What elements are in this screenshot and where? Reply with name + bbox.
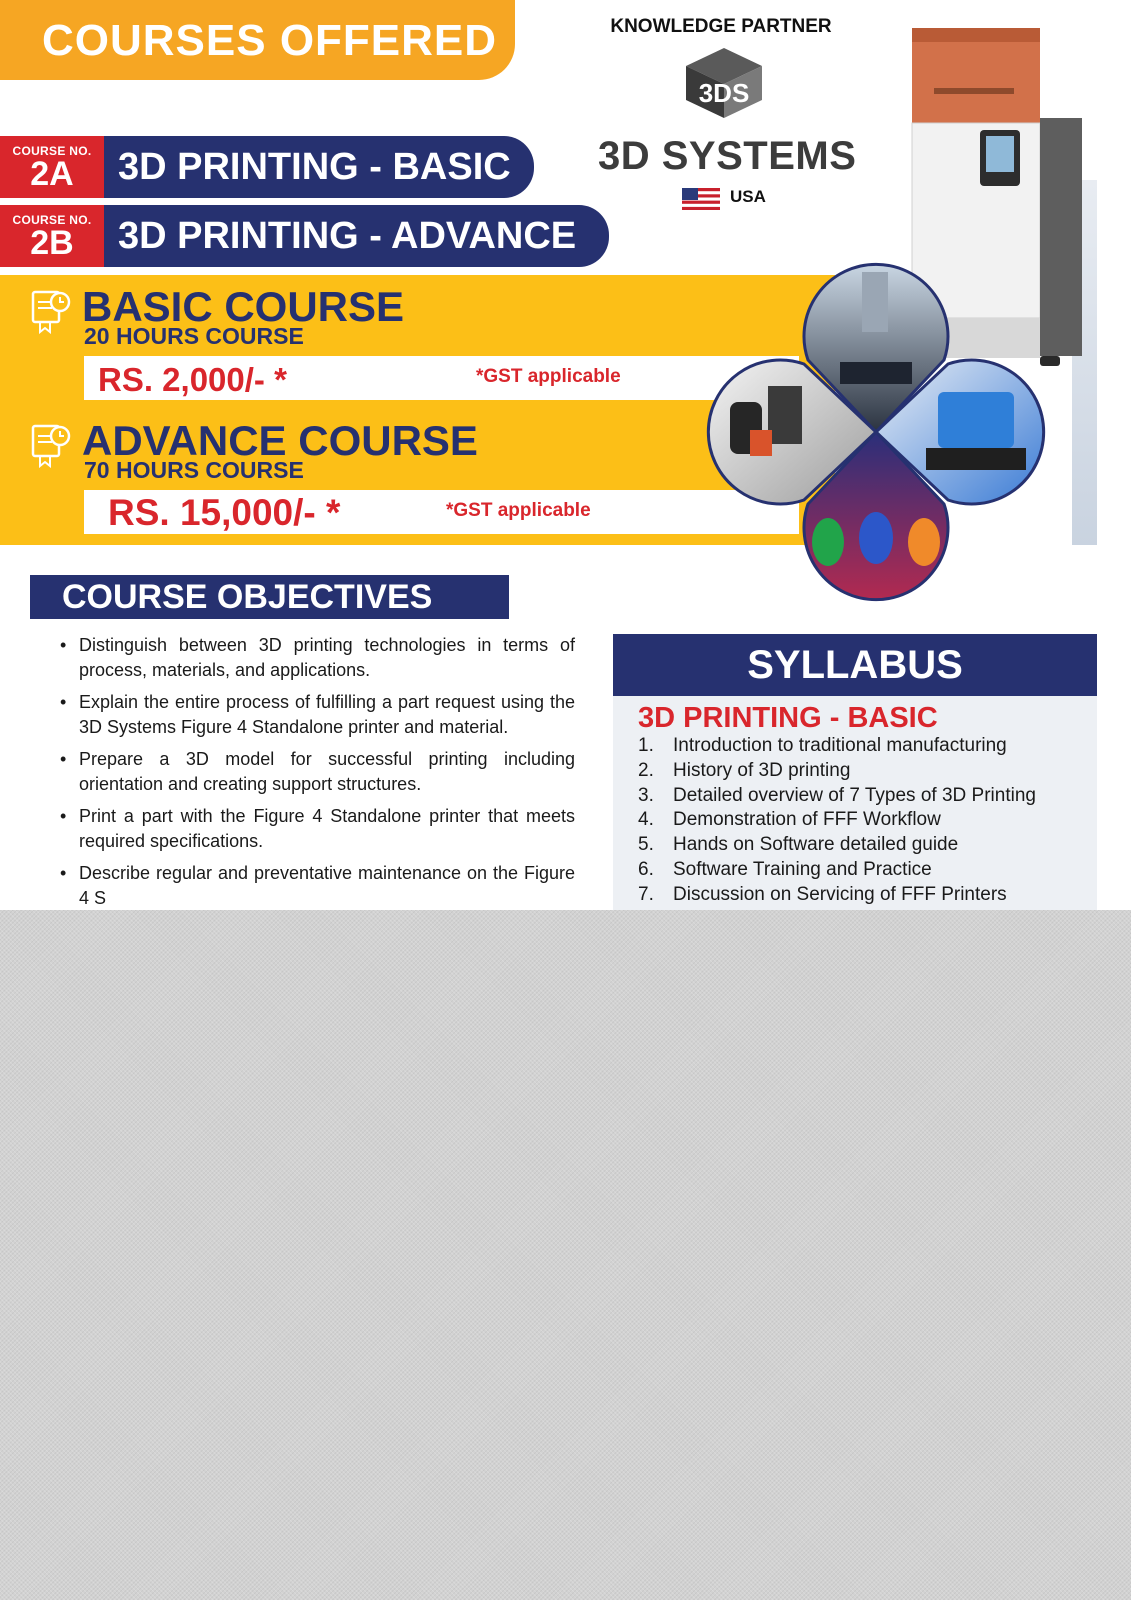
course-name-bar-2b: 3D PRINTING - ADVANCE [104,205,609,267]
syllabus-header: SYLLABUS [613,634,1097,696]
syllabus-item [638,883,1093,908]
syllabus-item [638,784,1093,809]
syllabus-subtitle: 3D PRINTING - BASIC [638,702,938,734]
objective-item: • Explain the entire process of fulfilling a part request using the 3D Systems Figure 4 Standalone printer and material. [60,690,575,739]
page-title: COURSES OFFERED [42,16,498,65]
syllabus-item [638,858,1093,883]
basic-price: RS. 2,000/- * [98,361,287,398]
course-name-bar-2a: 3D PRINTING - BASIC [104,136,534,198]
partner-name: 3D SYSTEMS [598,134,857,178]
advance-course-hours: 70 HOURS COURSE [84,457,304,483]
basic-gst-note: *GST applicable [476,366,621,387]
syllabus-item-number: 4. [638,809,654,831]
course-badge-label: COURSE NO. [12,213,92,227]
syllabus-item-text: Software Training and Practice [673,858,932,880]
syllabus-item-number: 2. [638,759,654,781]
syllabus-item [638,759,1093,784]
course-badge-2a [0,136,104,198]
printed-parts-collage [690,252,1062,622]
certificate-clock-icon [30,288,72,334]
usa-flag-icon [682,188,720,210]
basic-course-title: BASIC COURSE [82,283,405,330]
syllabus-item [638,808,1093,833]
course-badge-code: 2A [30,155,74,193]
objective-item: • Distinguish between 3D printing technologies in terms of process, materials, and applications. [60,633,575,682]
syllabus-item-text: History of 3D printing [673,759,851,781]
loading-placeholder [0,910,1131,1600]
course-badge-label: COURSE NO. [12,144,92,158]
syllabus-item-number: 5. [638,834,654,856]
syllabus-item-text: Detailed overview of 7 Types of 3D Printing [673,784,1036,806]
syllabus-item [638,734,1093,759]
advance-course-title: ADVANCE COURSE [82,417,478,464]
syllabus-item-text: Introduction to traditional manufacturing [673,735,1007,756]
objective-item: • Print a part with the Figure 4 Standalone printer that meets required specifications. [60,804,575,853]
syllabus-list [638,734,1093,908]
3d-systems-logo [678,42,770,122]
logo-text: 3DS [698,78,750,108]
syllabus-item-number: 7. [638,883,654,905]
partner-country: USA [730,187,766,206]
syllabus-item-number: 6. [638,858,654,880]
course-objectives-header: COURSE OBJECTIVES [30,575,509,619]
certificate-clock-icon [30,422,72,468]
objective-item: • Describe regular and preventative maintenance on the Figure 4 S [60,861,575,910]
syllabus-item-text: Demonstration of FFF Workflow [673,809,941,831]
advance-price: RS. 15,000/- * [108,492,341,533]
basic-course-hours: 20 HOURS COURSE [84,323,304,349]
syllabus-item-text: Discussion on Servicing of FFF Printers [673,883,1007,905]
course-badge-2b [0,205,104,267]
syllabus-item-number: 1. [638,735,654,756]
objective-item: • Prepare a 3D model for successful printing including orientation and creating support structures. [60,747,575,796]
syllabus-item [638,833,1093,858]
objectives-list [60,633,575,910]
syllabus-item-number: 3. [638,784,654,806]
syllabus-item-text: Hands on Software detailed guide [673,834,959,856]
course-badge-code: 2B [30,224,74,262]
knowledge-partner-label: KNOWLEDGE PARTNER [610,16,832,37]
advance-gst-note: *GST applicable [446,500,591,521]
